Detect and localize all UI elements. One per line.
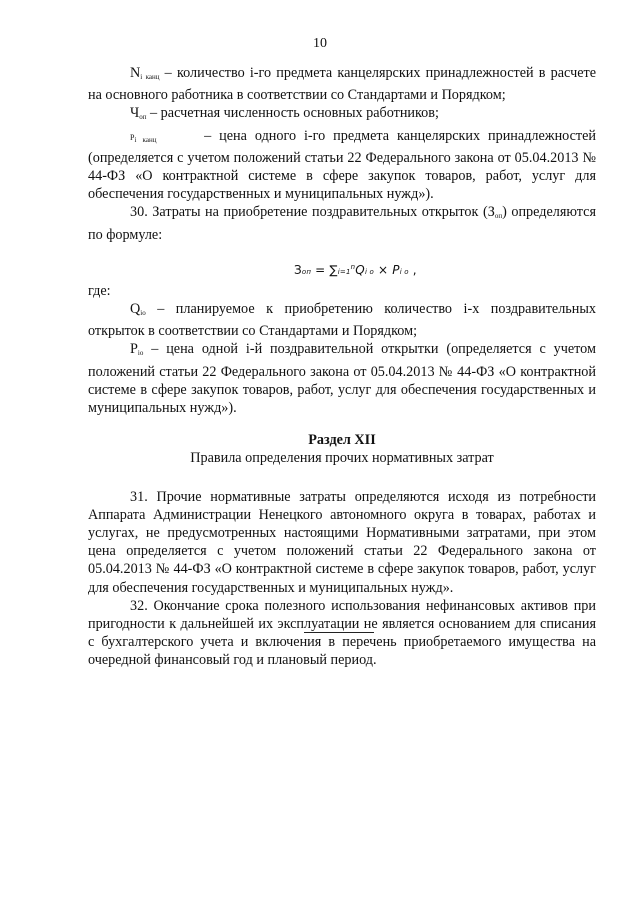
formula-p-subscript: i о: [399, 267, 409, 276]
paragraph-30-end: ) определяются по формуле:: [88, 204, 596, 243]
paragraph-30: [88, 203, 596, 243]
definition-p-stationery: [88, 127, 596, 204]
paragraph-30-start: 30. Затраты на приобретение поздравительных открыток (З: [130, 204, 495, 221]
definition-ch-workers: [88, 104, 596, 126]
symbol-q: Q: [130, 301, 141, 318]
end-divider-line: [304, 632, 374, 633]
paragraph-31: 31. Прочие нормативные затраты определяются исходя из потребности Аппарата Администрации Ненецкого автономного округа в товарах, работах и услугах, не предусмотренных настоящими Нормативными затратами, при этом цена определяется с учетом положений статьи 22 Федерального закона от 05.04.2013 № 44-ФЗ «О контрактной системе в сфере закупок товаров, работ, услуг для обеспечения государственных и муниципальных нужд».: [88, 488, 596, 596]
formula-q: Q: [355, 262, 365, 277]
definition-n-text: – количество i-го предмета канцелярских принадлежностей в расчете на основного работника в соответствии со Стандартами и Порядком;: [88, 65, 597, 104]
symbol-p: P: [130, 132, 135, 142]
formula-lhs-subscript: оп: [301, 267, 312, 276]
page-number: 10: [313, 36, 327, 51]
document-body: [88, 64, 596, 670]
formula-lhs: З: [294, 262, 302, 277]
symbol-n: N: [130, 65, 141, 81]
definition-p-cards-text: – цена одной i-й поздравительной открытки (определяется с учетом положений статьи 22 Федерального закона от 05.04.2013 № 44-ФЗ «О контрактной системе в сфере закупок товаров, работ, услуг для обеспечения государственных и муниципальных нужд»).: [88, 341, 596, 417]
section-subtitle: Правила определения прочих нормативных затрат: [190, 450, 494, 467]
symbol-n-subscript: i канц: [140, 73, 160, 81]
where-label: где:: [88, 282, 111, 299]
paragraph-30-subscript: оп: [494, 212, 503, 221]
formula-sum-lower: i=1: [337, 267, 351, 276]
definition-ch-text: – расчетная численность основных работников;: [150, 105, 439, 122]
formula-sum-upper: n: [350, 262, 356, 271]
formula-greeting-cards: [294, 258, 417, 281]
section-title: Раздел XII: [308, 432, 376, 449]
formula-sum-sign: ∑: [329, 262, 338, 277]
definition-p-text: – цена одного i-го предмета канцелярских принадлежностей (определяется с учетом положений статьи 22 Федерального закона от 05.04.2013 № 44-ФЗ «О контрактной системе в сфере закупок товаров, работ, услуг для обеспечения государственных и муниципальных нужд»).: [88, 127, 597, 203]
formula-equals: =: [311, 262, 330, 277]
formula-block: [88, 244, 596, 282]
symbol-p-subscript: i канц: [134, 135, 157, 144]
symbol-p-cards: P: [130, 341, 138, 358]
formula-q-subscript: i о: [364, 267, 374, 276]
formula-p: P: [392, 262, 400, 277]
paragraph-32: 32. Окончание срока полезного использования нефинансовых активов при пригодности к дальнейшей их эксплуатации не является основанием для списания с бухгалтерского учета и включения в перечень приобретаемого имущества на очередной финансовый год и плановый период.: [88, 597, 596, 669]
formula-times: ×: [374, 262, 393, 277]
symbol-q-subscript: io: [140, 309, 146, 318]
definition-n-stationery: [88, 64, 596, 104]
definition-q-text: – планируемое к приобретению количество i-х поздравительных открыток в соответствии со Стандартами и Порядком;: [88, 301, 596, 340]
symbol-p-cards-subscript: io: [137, 349, 144, 358]
formula-tail: ,: [408, 262, 417, 277]
definition-p-cards: [88, 340, 596, 417]
symbol-ch-subscript: оп: [139, 113, 147, 122]
definition-q-cards: [88, 300, 596, 340]
symbol-ch: Ч: [130, 105, 140, 122]
